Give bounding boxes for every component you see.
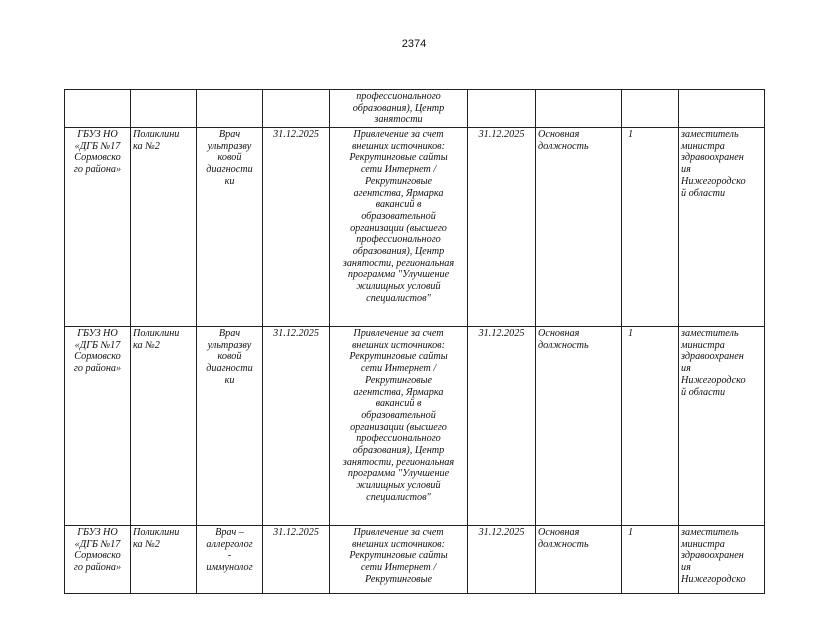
cell-line: ГБУЗ НО (77, 527, 118, 538)
cell-line: организации (высшего (350, 222, 447, 234)
responsible-cell (679, 327, 765, 526)
cell-line: образовательной (361, 210, 436, 222)
cell-line: сети Интернет / (360, 363, 437, 375)
cell-line: ия (681, 164, 691, 176)
cell-line: ия (681, 562, 691, 574)
table-cell (679, 90, 765, 128)
cell-line: Привлечение за счет (353, 129, 444, 140)
table-row (65, 90, 765, 128)
organization-cell (65, 526, 131, 594)
cell-line: Нижегородско (681, 175, 746, 187)
responsible-cell (679, 128, 765, 327)
cell-line: ГБУЗ НО (77, 328, 118, 339)
cell-line: министра (681, 538, 725, 550)
document-table (64, 89, 765, 594)
cell-line: профессионального (356, 234, 441, 246)
cell-line: Рекрутинговые (364, 573, 433, 585)
cell-line: вакансий в (375, 199, 422, 211)
table-cell (263, 90, 330, 128)
cell-line: Сормовско (74, 152, 121, 164)
cell-line: диагности (206, 363, 253, 375)
cell-line: го района» (73, 363, 122, 375)
date-cell: 31.12.2025 (263, 128, 330, 327)
cell-line: образовательной (361, 409, 436, 421)
cell-line: Основная (538, 527, 580, 538)
cell-line: занятости, региональная (342, 456, 455, 468)
cell-line: ка №2 (133, 339, 160, 351)
responsible-cell (679, 526, 765, 594)
cell-line: иммунолог (206, 562, 253, 574)
cell-line: ка №2 (133, 538, 160, 550)
cell-line: ковой (217, 152, 242, 164)
cell-line: жилищных условий (356, 281, 441, 293)
method-cell (330, 526, 468, 594)
cell-line: министра (681, 140, 725, 152)
job-type-cell (536, 526, 622, 594)
cell-line: Сормовско (74, 351, 121, 363)
position-cell (197, 128, 263, 327)
cell-line: Сормовско (74, 550, 121, 562)
cell-line: Рекрутинговые сайты (349, 351, 448, 363)
cell-line: Врач (218, 129, 241, 140)
cell-line: должность (538, 538, 589, 550)
cell-line: й области (681, 187, 726, 199)
count-cell: 1 (622, 128, 679, 327)
table-row (65, 128, 765, 327)
organization-cell (65, 128, 131, 327)
cell-line: Рекрутинговые (364, 374, 433, 386)
page-number: 2374 (401, 38, 427, 50)
cell-line: образования), Центр (352, 246, 445, 258)
cell-line: заместитель (681, 328, 739, 339)
cell-line: здравоохранен (681, 351, 744, 363)
cell-line: Нижегородско (681, 374, 746, 386)
table-cell (131, 90, 197, 128)
cell-line: ки (224, 175, 235, 187)
cell-line: ия (681, 363, 691, 375)
cell-line: «ДГБ №17 (74, 538, 121, 550)
table-cell (468, 90, 536, 128)
cell-line: занятости, региональная (342, 257, 455, 269)
cell-line: аллерголог (206, 538, 253, 550)
cell-line: Поликлини (133, 129, 180, 140)
date-cell: 31.12.2025 (468, 128, 536, 327)
cell-line: внешних источников: (352, 339, 445, 351)
cell-line: образования), Центр (352, 445, 445, 457)
cell-line: ковой (217, 351, 242, 363)
count-cell: 1 (622, 327, 679, 526)
cell-line: внешних источников: (352, 140, 445, 152)
cell-line: заместитель (681, 129, 739, 140)
cell-line: ки (224, 374, 235, 386)
cell-line: Рекрутинговые сайты (349, 550, 448, 562)
cell-line: Рекрутинговые (364, 175, 433, 187)
cell-line: здравоохранен (681, 550, 744, 562)
cell-line: Рекрутинговые сайты (349, 152, 448, 164)
date-cell: 31.12.2025 (468, 327, 536, 526)
division-cell (131, 128, 197, 327)
table-cell (622, 90, 679, 128)
cell-line: Поликлини (133, 527, 180, 538)
cell-line: Нижегородско (681, 573, 746, 585)
cell-line: должность (538, 339, 589, 351)
cell-line: министра (681, 339, 725, 351)
organization-cell (65, 327, 131, 526)
cell-line: Привлечение за счет (353, 328, 444, 339)
table-cell (65, 90, 131, 128)
table-row (65, 526, 765, 594)
cell-line: программа "Улучшение (347, 468, 450, 480)
table-row (65, 327, 765, 526)
cell-line: жилищных условий (356, 480, 441, 492)
method-cell (330, 327, 468, 526)
cell-line: программа "Улучшение (347, 269, 450, 281)
cell-line: - (227, 550, 232, 562)
division-cell (131, 327, 197, 526)
method-cell: профессионального образования), Центр занятости (330, 90, 468, 128)
cell-line: Основная (538, 129, 580, 140)
cell-line: агентства, Ярмарка (353, 386, 444, 398)
cell-line: Поликлини (133, 328, 180, 339)
table-cell (197, 90, 263, 128)
cell-line: Привлечение за счет (353, 527, 444, 538)
method-cell (330, 128, 468, 327)
date-cell: 31.12.2025 (263, 327, 330, 526)
job-type-cell (536, 327, 622, 526)
cell-line: го района» (73, 164, 122, 176)
cell-line: агентства, Ярмарка (353, 187, 444, 199)
position-cell (197, 526, 263, 594)
cell-line: сети Интернет / (360, 562, 437, 574)
cell-line: внешних источников: (352, 538, 445, 550)
cell-line: ка №2 (133, 140, 160, 152)
cell-line: ультразву (207, 140, 252, 152)
date-cell: 31.12.2025 (468, 526, 536, 594)
cell-line: ультразву (207, 339, 252, 351)
table-cell (536, 90, 622, 128)
cell-line: специалистов" (366, 491, 431, 503)
division-cell (131, 526, 197, 594)
date-cell: 31.12.2025 (263, 526, 330, 594)
cell-line: вакансий в (375, 398, 422, 410)
cell-line: го района» (73, 562, 122, 574)
cell-line: должность (538, 140, 589, 152)
cell-line: й области (681, 386, 726, 398)
cell-line: «ДГБ №17 (74, 140, 121, 152)
cell-line: диагности (206, 164, 253, 176)
cell-line: «ДГБ №17 (74, 339, 121, 351)
position-cell (197, 327, 263, 526)
cell-line: сети Интернет / (360, 164, 437, 176)
count-cell: 1 (622, 526, 679, 594)
cell-line: здравоохранен (681, 152, 744, 164)
cell-line: Врач (218, 328, 241, 339)
cell-line: профессионального (356, 433, 441, 445)
cell-line: специалистов" (366, 292, 431, 304)
cell-line: заместитель (681, 527, 739, 538)
cell-line: Врач – (215, 527, 244, 538)
cell-line: Основная (538, 328, 580, 339)
cell-line: организации (высшего (350, 421, 447, 433)
cell-line: ГБУЗ НО (77, 129, 118, 140)
job-type-cell (536, 128, 622, 327)
